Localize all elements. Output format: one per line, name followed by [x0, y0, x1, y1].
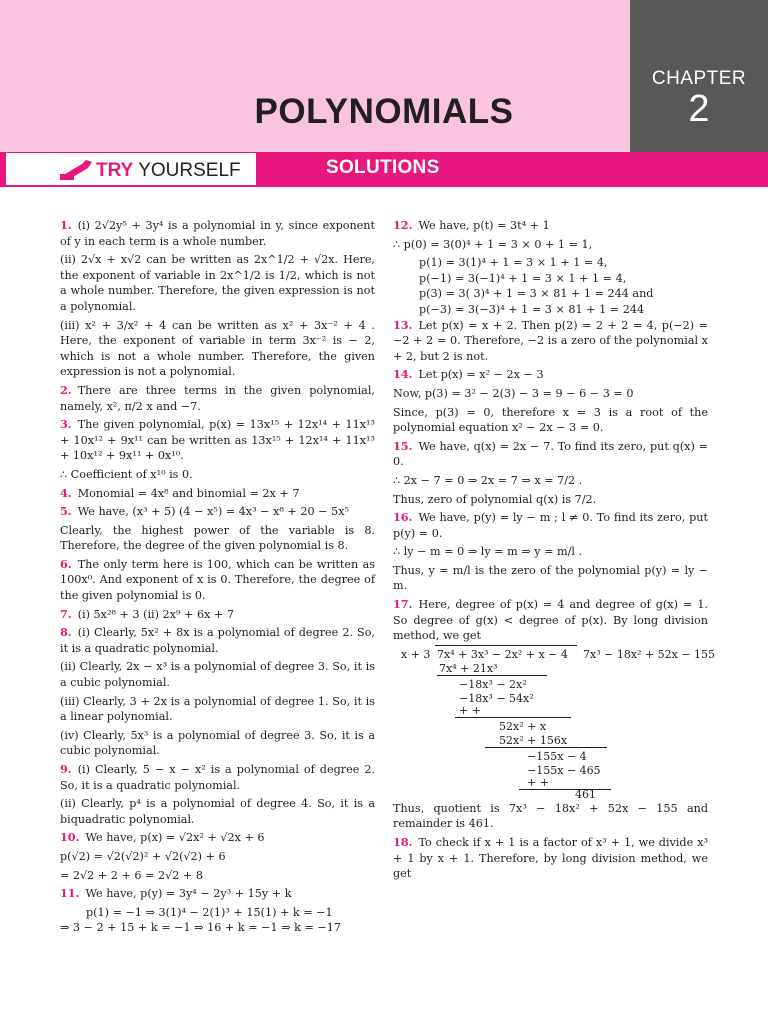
solution-number: 9. — [60, 762, 72, 776]
solution-15 — [393, 439, 708, 470]
try-suffix: YOURSELF — [138, 160, 241, 181]
solution-text: Clearly, the highest power of the variable is 8. Therefore, the degree of the given polynomial is 8. — [60, 523, 375, 553]
solution-text: (i) 2√2y⁵ + 3y⁴ is a polynomial in y, since exponent of y in each term is a whole number. — [60, 219, 375, 248]
division-bar — [435, 645, 577, 646]
solution-1 — [60, 218, 375, 249]
solution-text: p(√2) = √2(√2)² + √2(√2) + 6 — [60, 849, 226, 863]
solution-text: Now, p(3) = 3² − 2(3) − 3 = 9 − 6 − 3 = 0 — [393, 386, 634, 400]
division-step: −18x³ − 2x² — [459, 677, 527, 691]
solution-16 — [393, 510, 708, 541]
solution-3 — [60, 417, 375, 464]
solution-text: Thus, y = m/l is the zero of the polynomial p(y) = ly − m. — [393, 563, 708, 593]
solution-13 — [393, 318, 708, 365]
solution-number: 15. — [393, 438, 413, 453]
chapter-label: CHAPTER — [651, 68, 747, 89]
solutions-heading: SOLUTIONS — [326, 157, 440, 178]
solution-18 — [393, 835, 708, 882]
solution-text: (iii) x² + 3/x² + 4 can be written as x² + 3x⁻² + 4 . Here, the exponent of variable in term 3x⁻² is − 2, which is not a whole number. Therefore, the given expression is not a polynomial. — [60, 318, 375, 379]
solution-number: 4. — [60, 485, 72, 500]
solution-text: Thus, zero of polynomial q(x) is 7/2. — [393, 492, 597, 506]
solution-number: 1. — [60, 218, 72, 232]
solution-number: 10. — [60, 830, 80, 845]
solution-text: (iii) Clearly, 3 + 2x is a polynomial of degree 1. So, it is a linear polynomial. — [60, 694, 375, 724]
chapter-number: 2 — [688, 88, 710, 130]
division-step: 52x² + x — [499, 719, 547, 733]
division-rule — [455, 717, 571, 718]
solution-text: (ii) 2√x + x√2 can be written as 2x^1/2 + √2x. Here, the exponent of variable in 2x^1/2 is 1/2, which is not a whole number. Therefore, the given expression is not a polynomial. — [60, 253, 375, 313]
division-step: −155x − 465 — [527, 763, 601, 777]
solution-number: 5. — [60, 504, 72, 519]
solution-8 — [60, 625, 375, 656]
solution-text: ⇒ 3 − 2 + 15 + k = −1 ⇒ 16 + k = −1 ⇒ k = −17 — [60, 921, 341, 935]
solution-17 — [393, 597, 708, 644]
right-column — [393, 218, 716, 885]
solution-text: p(−3) = 3(−3)⁴ + 1 = 3 × 81 + 1 = 244 — [419, 302, 645, 316]
solution-number: 17. — [393, 597, 413, 612]
solution-text: Here, degree of p(x) = 4 and degree of g(x) = 1. So degree of g(x) < degree of p(x). By long division method, we get — [393, 598, 708, 643]
solution-number: 6. — [60, 556, 72, 571]
solution-number: 14. — [393, 367, 413, 382]
solution-text: (iv) Clearly, 5x³ is a polynomial of degree 3. So, it is a cubic polynomial. — [60, 728, 375, 758]
dividend: 7x⁴ + 3x³ − 2x² + x − 4 — [437, 647, 568, 661]
division-rule — [437, 675, 547, 676]
solution-text: p(3) = 3( 3)⁴ + 1 = 3 × 81 + 1 = 244 and — [419, 287, 654, 301]
try-yourself-label — [96, 160, 241, 182]
solution-text: ∴ p(0) = 3(0)⁴ + 1 = 3 × 0 + 1 = 1, — [393, 237, 593, 251]
solution-text: (i) Clearly, 5 − x − x² is a polynomial of degree 2. So, it is a quadratic polynomial. — [60, 763, 375, 792]
solution-number: 13. — [393, 317, 413, 332]
pencil-hand-icon — [60, 160, 94, 180]
solution-text: (i) 5x²⁸ + 3 (ii) 2x⁹ + 6x + 7 — [77, 607, 234, 621]
solution-12 — [393, 218, 708, 234]
solution-number: 12. — [393, 218, 413, 232]
solution-text: (ii) Clearly, p⁴ is a polynomial of degree 4. So, it is a biquadratic polynomial. — [60, 797, 375, 826]
solution-text: We have, p(t) = 3t⁴ + 1 — [418, 219, 550, 232]
long-division — [393, 647, 716, 801]
page-title: POLYNOMIALS — [254, 92, 514, 131]
solution-text: ∴ Coefficient of x¹⁰ is 0. — [60, 467, 193, 481]
division-step: −155x − 4 — [527, 749, 587, 763]
solution-text: Since, p(3) = 0, therefore x = 3 is a root of the polynomial equation x² − 2x − 3 = 0. — [393, 405, 708, 435]
left-column — [60, 218, 375, 939]
solution-text: The only term here is 100, which can be written as 100x⁰. And exponent of x is 0. Therefore, the degree of the given polynomial is 0. — [60, 557, 375, 603]
solution-10 — [60, 830, 375, 846]
solution-14 — [393, 367, 708, 383]
solution-5 — [60, 504, 375, 520]
solution-number: 18. — [393, 835, 413, 850]
solution-11 — [60, 886, 375, 902]
solution-text: To check if x + 1 is a factor of x³ + 1, we divide x³ + 1 by x + 1. Therefore, by long division method, we get — [393, 836, 708, 881]
solution-6 — [60, 557, 375, 604]
try-prefix: TRY — [96, 160, 134, 181]
solution-number: 8. — [60, 625, 72, 640]
solution-number: 11. — [60, 886, 80, 901]
solution-text: Let p(x) = x + 2. Then p(2) = 2 + 2 = 4, p(−2) = −2 + 2 = 0. Therefore, −2 is a zero of the polynomial x + 2, but 2 is not. — [393, 318, 708, 363]
division-step: 52x² + 156x — [499, 733, 568, 747]
solution-text: p(1) = 3(1)⁴ + 1 = 3 × 1 + 1 = 4, — [419, 256, 608, 270]
divisor: x + 3 — [401, 647, 431, 661]
solution-text: ∴ 2x − 7 = 0 ⇒ 2x = 7 ⇒ x = 7/2 . — [393, 473, 583, 487]
solution-number: 16. — [393, 510, 413, 525]
solution-7 — [60, 607, 375, 623]
solution-number: 7. — [60, 606, 72, 621]
solution-text: We have, p(y) = 3y⁴ − 2y³ + 15y + k — [85, 887, 292, 901]
solution-text: Monomial = 4x⁸ and binomial = 2x + 7 — [77, 486, 300, 500]
remainder: 461 — [575, 787, 596, 801]
solution-text: (ii) Clearly, 2x − x³ is a polynomial of degree 3. So, it is a cubic polynomial. — [60, 660, 375, 690]
solution-text: Thus, quotient is 7x³ − 18x² + 52x − 155 and remainder is 461. — [393, 801, 708, 831]
division-sign: + + — [527, 775, 549, 789]
solution-text: = 2√2 + 2 + 6 = 2√2 + 8 — [60, 868, 203, 882]
solution-text: The given polynomial, p(x) = 13x¹⁵ + 12x¹⁴ + 11x¹³ + 10x¹² + 9x¹¹ can be written as 13x¹⁵ + 12x¹⁴ + 11x¹³ + 10x¹² + 9x¹¹ + 0x¹⁰. — [60, 418, 375, 463]
solution-text: (i) Clearly, 5x² + 8x is a polynomial of degree 2. So, it is a quadratic polynomial. — [60, 626, 375, 655]
solution-text: p(1) = −1 ⇒ 3(1)⁴ − 2(1)³ + 15(1) + k = −1 — [86, 905, 333, 919]
solution-9 — [60, 762, 375, 793]
solution-number: 2. — [60, 382, 72, 397]
division-rule — [485, 747, 607, 748]
solution-text: There are three terms in the given polynomial, namely, x², π/2 x and −7. — [60, 383, 375, 413]
solution-text: p(−1) = 3(−1)⁴ + 1 = 3 × 1 + 1 = 4, — [419, 271, 627, 285]
solution-2 — [60, 383, 375, 414]
solution-text: We have, p(y) = ly − m ; l ≠ 0. To find its zero, put p(y) = 0. — [393, 511, 708, 540]
solution-text: ∴ ly − m = 0 ⇒ ly = m ⇒ y = m/l . — [393, 545, 583, 559]
quotient: 7x³ − 18x² + 52x − 155 — [583, 647, 716, 661]
solution-text: Let p(x) = x² − 2x − 3 — [418, 368, 544, 382]
division-step: 7x⁴ + 21x³ — [439, 661, 498, 675]
division-rule — [519, 789, 611, 790]
solution-4 — [60, 486, 375, 502]
solution-text: We have, q(x) = 2x − 7. To find its zero, put q(x) = 0. — [393, 439, 708, 469]
division-step: −18x³ − 54x² — [459, 691, 534, 705]
solution-text: We have, (x³ + 5) (4 − x⁵) = 4x³ − x⁸ + 20 − 5x⁵ — [77, 505, 349, 519]
division-sign: + + — [459, 703, 481, 717]
solution-text: We have, p(x) = √2x² + √2x + 6 — [85, 831, 265, 845]
solution-number: 3. — [60, 417, 72, 432]
